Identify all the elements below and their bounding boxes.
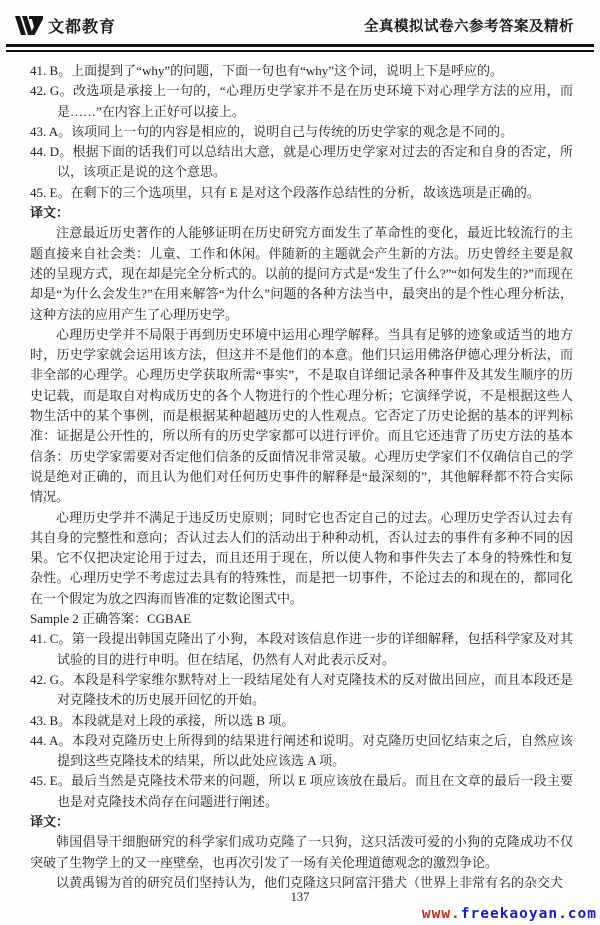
document-body	[0, 52, 600, 893]
header-title: 全真模拟试卷六参考答案及精析	[364, 18, 574, 35]
page-header	[0, 0, 600, 39]
wendu-logo-icon	[15, 16, 43, 35]
answer-item-s2-42: 42. G。本段是科学家维尔默特对上一段结尾处有人对克隆技术的反对做出回应，而且本段还是对克隆技术的历史展开回忆的开始。	[30, 671, 573, 708]
answer-item-s1-44: 44. D。根据下面的话我们可以总结出大意，就是心理历史学家对过去的否定和自身的否定，所以，该项正是说的这个意思。	[30, 144, 573, 180]
answer-item-s1-45: 45. E。在剩下的三个选项里，只有 E 是对这个段落作总结性的分析，故该选项是正确的。	[30, 184, 540, 200]
translation-label-2: 译文：	[30, 813, 70, 829]
answer-item-s2-44: 44. A。本段对克隆历史上所得到的结果进行阐述和说明。对克隆历史回忆结束之后，自然应该提到这些克隆技术的结果，所以此处应该选 A 项。	[30, 732, 573, 769]
answer-item-s2-45: 45. E。最后当然是克隆技术带来的问题，所以 E 项应该放在最后。而且在文章的最后一段主要也是对克隆技术尚存在问题进行阐述。	[30, 773, 573, 809]
translation-label-1: 译文：	[30, 205, 70, 221]
page-number: 137	[290, 890, 310, 904]
logo-text: 文都教育	[48, 18, 117, 36]
translation-paragraph: 以黄禹锡为首的研究员们坚持认为，他们克隆这只阿富汗猎犬（世界上非常有名的杂交犬	[56, 874, 564, 890]
sample2-answer-key: Sample 2 正确答案：CGBAE	[30, 611, 192, 627]
answer-item-s1-43: 43. A。该项同上一句的内容是相应的，说明自己与传统的历史学家的观念是不同的。	[30, 123, 514, 139]
answer-item-s2-41: 41. C。第一段提出韩国克隆出了小狗，本段对该信息作进一步的详细解释，包括科学家及对其试验的目的进行申明。但在结尾，仍然有人对此表示反对。	[30, 631, 573, 667]
wendu-logo	[15, 14, 116, 37]
header-divider	[6, 44, 594, 52]
answer-item-s2-43: 43. B。本段就是对上段的承接，所以选 B 项。	[30, 712, 295, 728]
translation-paragraph: 韩国倡导干细胞研究的科学家们成功克隆了一只狗，这只活泼可爱的小狗的克隆成功不仅突破了生物学上的又一座壁垒，也再次引发了一场有关伦理道德观念的激烈争论。	[30, 834, 573, 870]
answer-item-s1-41: 41. B。上面提到了“why”的问题，下面一句也有“why”这个词，说明上下是呼应的。	[30, 63, 504, 78]
answer-item-s1-42: 42. G。改选项是承接上一句的，“心理历史学家并不是在历史环境下对心理学方法的应用，而是……”在内容上正好可以接上。	[30, 83, 573, 119]
watermark-domain: freekaoyan.com	[460, 906, 597, 922]
translation-paragraph: 心理历史学并不局限于再到历史环境中运用心理学解释。当具有足够的迹象或适当的地方时，历史学家就会运用该方法，但这并不是他们的本意。他们只运用佛洛伊德心理分析法，而非全部的心理学。心理历史学获取所需“事实”，不是取自详细记录各种事件及其发生顺序的历史记载，而是取自对构成历史的各个人物进行的个性心理分析；它演绎学说，不是根据这些人物生活中的某个事例，而是根据某种超越历史的人性观点。它否定了历史论据的基本的评判标准：证据是公开性的，所以所有的历史学家都可以进行评价。而且它还违背了历史方法的基本信条：历史学家需要对否定他们信条的反面情况非常灵敏。心理历史学家们不仅确信自己的学说是绝对正确的，而且认为他们对任何历史事件的解释是“最深刻的”，其他解释都不符合实际情况。	[30, 326, 573, 505]
watermark-link[interactable]	[422, 906, 597, 922]
watermark-prefix: www.	[421, 906, 461, 922]
translation-paragraph: 心理历史学并不满足于违反历史原则；同时它也否定自己的过去。心理历史学否认过去有其自身的完整性和意向；否认过去人们的活动出于种种动机，否认过去的事件有多种不同的因果。它不仅把决定论用于过去，而且还用于现在，所以使人物和事件失去了本身的特殊性和复杂性。心理历史学不考虑过去具有的特殊性，而是把一切事件，不论过去的和现在的，都同化在一个假定为放之四海而皆准的定数论图式中。	[30, 509, 573, 606]
translation-paragraph: 注意最近历史著作的人能够证明在历史研究方面发生了革命性的变化，最近比较流行的主题直接来自社会类：儿童、工作和休闲。伴随新的主题就会产生新的方法。历史曾经主要是叙述的呈现方式，现在却是完全分析式的。以前的提问方式是“发生了什么?”“如何发生的?”而现在却是“为什么会发生?”在用来解答“为什么”问题的各种方法当中，最突出的是个性心理分析法，这种方法的应用产生了心理历史学。	[30, 225, 573, 322]
